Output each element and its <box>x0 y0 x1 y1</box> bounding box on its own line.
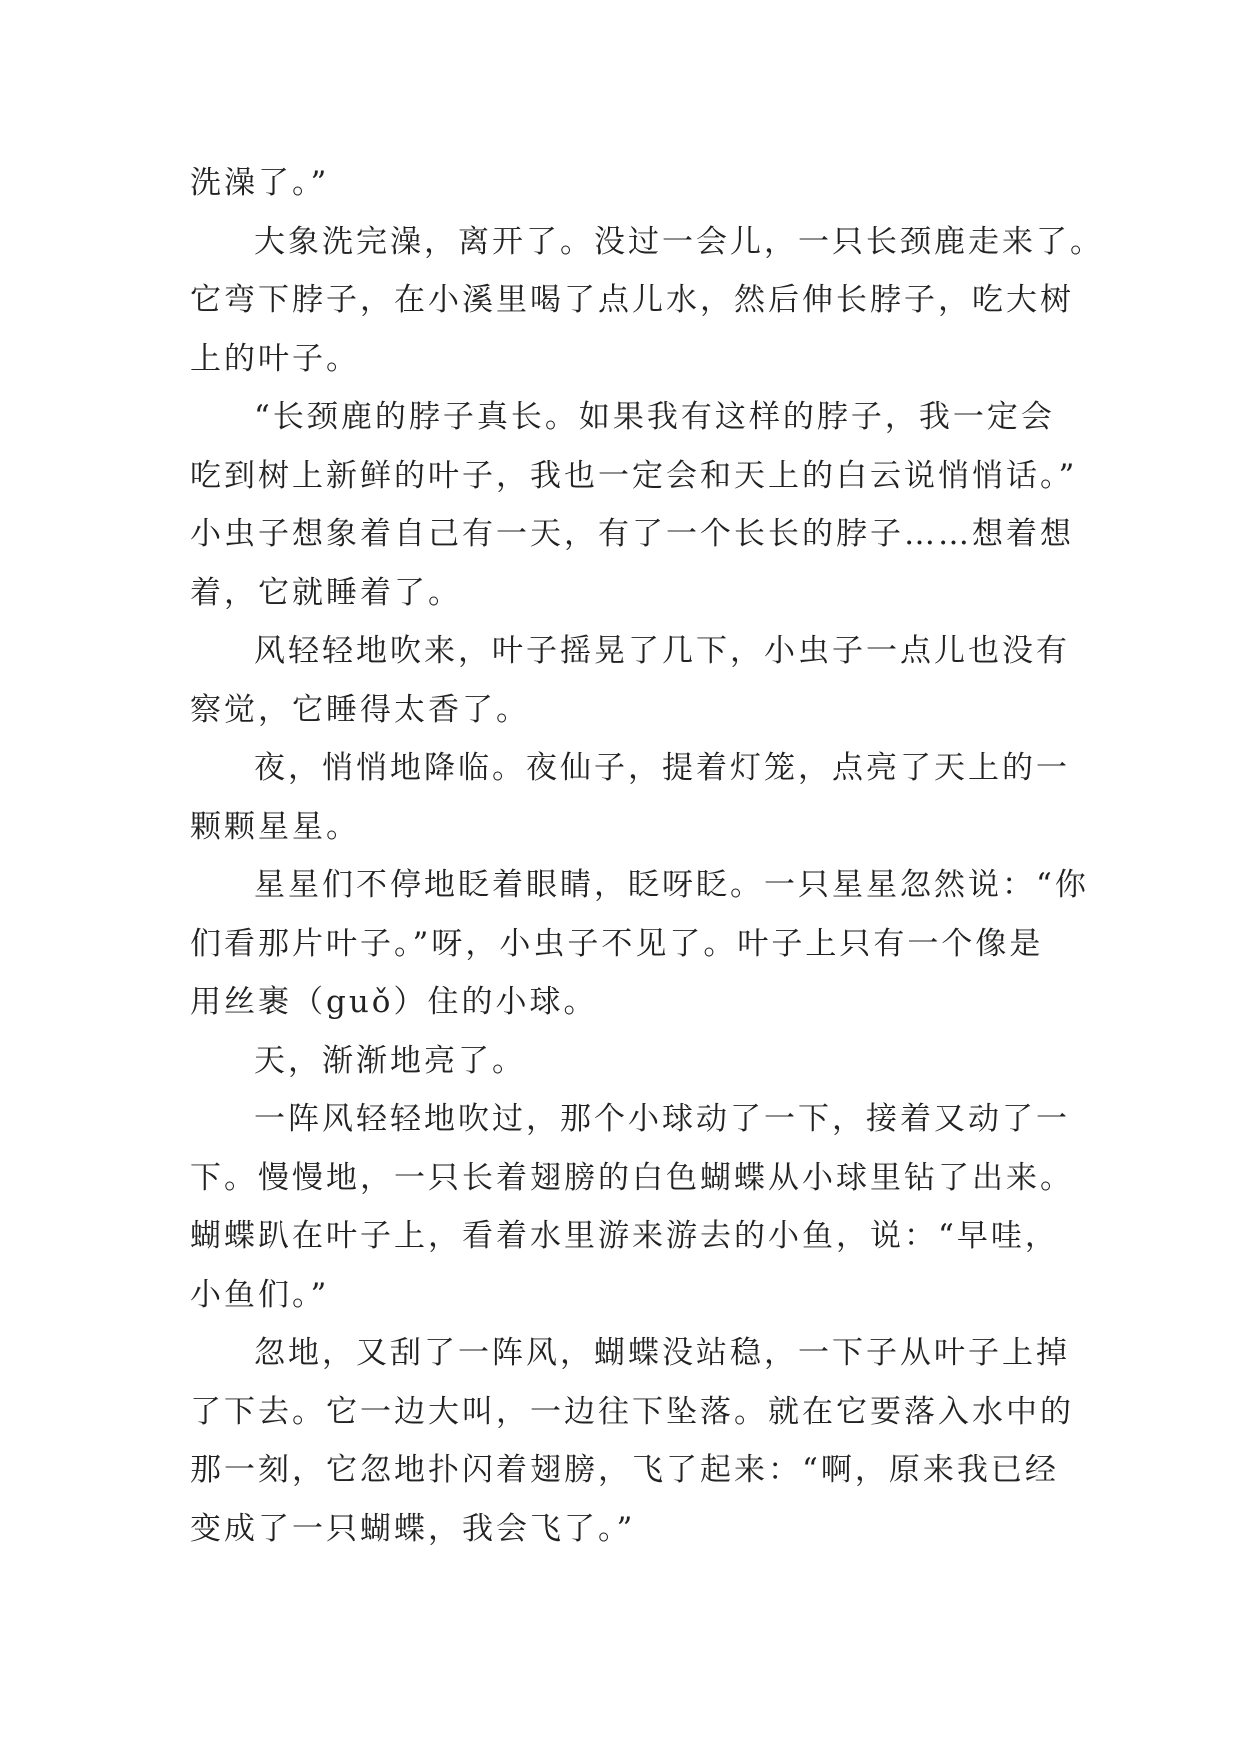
text-line: 了下去。它一边大叫，一边往下坠落。就在它要落入水中的 <box>190 1393 1074 1430</box>
text-line: 蝴蝶趴在叶子上，看着水里游来游去的小鱼，说：“早哇， <box>190 1218 1059 1254</box>
text-line: 天，渐渐地亮了。 <box>254 1042 526 1079</box>
text-line: “长颈鹿的脖子真长。如果我有这样的脖子，我一定会 <box>254 399 1055 435</box>
text-line: 洗澡了。” <box>190 165 330 201</box>
text-line: 风轻轻地吹来，叶子摇晃了几下，小虫子一点儿也没有 <box>254 633 1070 669</box>
text-line: 变成了一只蝴蝶，我会飞了。” <box>190 1510 636 1547</box>
text-line: 着，它就睡着了。 <box>190 574 462 611</box>
text-line: 星星们不停地眨着眼睛，眨呀眨。一只星星忽然说：“你 <box>254 867 1089 903</box>
text-line: 大象洗完澡，离开了。没过一会儿，一只长颈鹿走来了。 <box>254 223 1104 260</box>
text-line: 一阵风轻轻地吹过，那个小球动了一下，接着又动了一 <box>254 1101 1070 1137</box>
text-line: 们看那片叶子。”呀，小虫子不见了。叶子上只有一个像是 <box>190 925 1044 962</box>
text-line: 那一刻，它忽地扑闪着翅膀，飞了起来：“啊，原来我已经 <box>190 1452 1059 1488</box>
text-line: 忽地，又刮了一阵风，蝴蝶没站稳，一下子从叶子上掉 <box>254 1335 1070 1371</box>
text-line: 小鱼们。” <box>190 1276 330 1313</box>
story-text <box>190 154 1104 1558</box>
text-line: 它弯下脖子，在小溪里喝了点儿水，然后伸长脖子，吃大树 <box>190 282 1074 318</box>
text-line: 颗颗星星。 <box>190 808 360 845</box>
text-line: 小虫子想象着自己有一天，有了一个长长的脖子……想着想 <box>190 516 1074 552</box>
text-line: 吃到树上新鲜的叶子，我也一定会和天上的白云说悄悄话。” <box>190 457 1078 494</box>
text-line: 夜，悄悄地降临。夜仙子，提着灯笼，点亮了天上的一 <box>254 750 1070 786</box>
text-line: 用丝裹（guǒ）住的小球。 <box>190 984 598 1020</box>
text-line: 察觉，它睡得太香了。 <box>190 691 530 728</box>
text-line: 下。慢慢地，一只长着翅膀的白色蝴蝶从小球里钻了出来。 <box>190 1159 1074 1196</box>
text-line: 上的叶子。 <box>190 340 360 377</box>
